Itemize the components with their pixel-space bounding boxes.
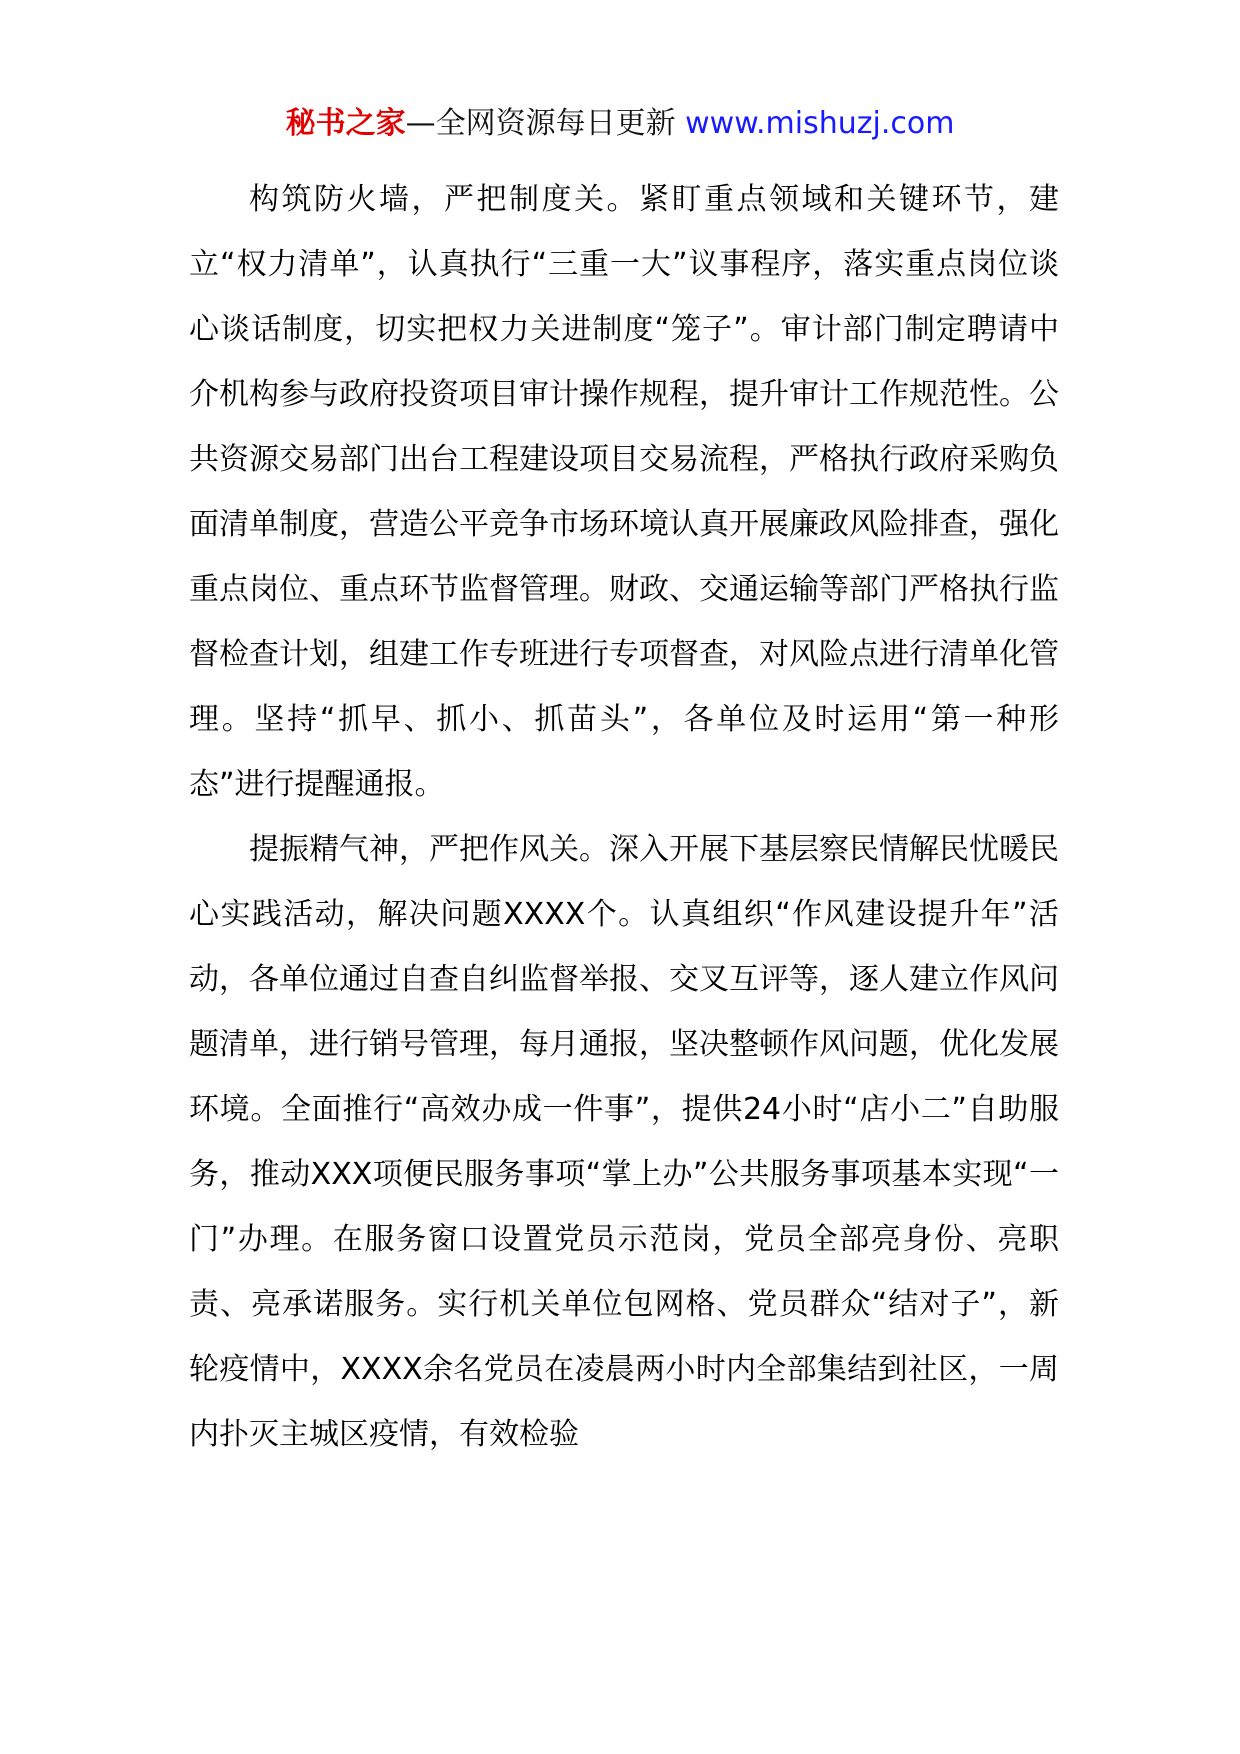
paragraph-lead: 构筑防火墙，严把制度关。 [249,182,639,217]
page-header [0,104,1240,144]
brand-name: 秘书之家 [285,106,406,141]
document-body [189,167,1059,1467]
paragraph-system [189,167,1059,817]
header-tagline: —全网资源每日更新 [405,106,686,141]
paragraph-style [189,817,1059,1467]
paragraph-text: 紧盯重点领域和关键环节，建立“权力清单”，认真执行“三重一大”议事程序，落实重点岗位谈心谈话制度，切实把权力关进制度“笼子”。审计部门制定聘请中介机构参与政府投资项目审计操作规程，提升审计工作规范性。公共资源交易部门出台工程建设项目交易流程，严格执行政府采购负面清单制度，营造公平竞争市场环境认真开展廉政风险排查，强化重点岗位、重点环节监督管理。财政、交通运输等部门严格执行监督检查计划，组建工作专班进行专项督查，对风险点进行清单化管理。坚持“抓早、抓小、抓苗头”，各单位及时运用“第一种形态”进行提醒通报。 [189,182,1059,802]
paragraph-lead: 提振精气神，严把作风关。 [249,832,609,867]
site-url-link[interactable]: www.mishuzj.com [685,106,955,141]
paragraph-text: 深入开展下基层察民情解民忧暖民心实践活动，解决问题XXXX个。认真组织“作风建设提升年”活动，各单位通过自查自纠监督举报、交叉互评等，逐人建立作风问题清单，进行销号管理，每月通报，坚决整顿作风问题，优化发展环境。全面推行“高效办成一件事”，提供24小时“店小二”自助服务，推动XXX项便民服务事项“掌上办”公共服务事项基本实现“一门”办理。在服务窗口设置党员示范岗，党员全部亮身份、亮职责、亮承诺服务。实行机关单位包网格、党员群众“结对子”，新轮疫情中，XXXX余名党员在凌晨两小时内全部集结到社区，一周内扑灭主城区疫情，有效检验 [189,832,1059,1452]
